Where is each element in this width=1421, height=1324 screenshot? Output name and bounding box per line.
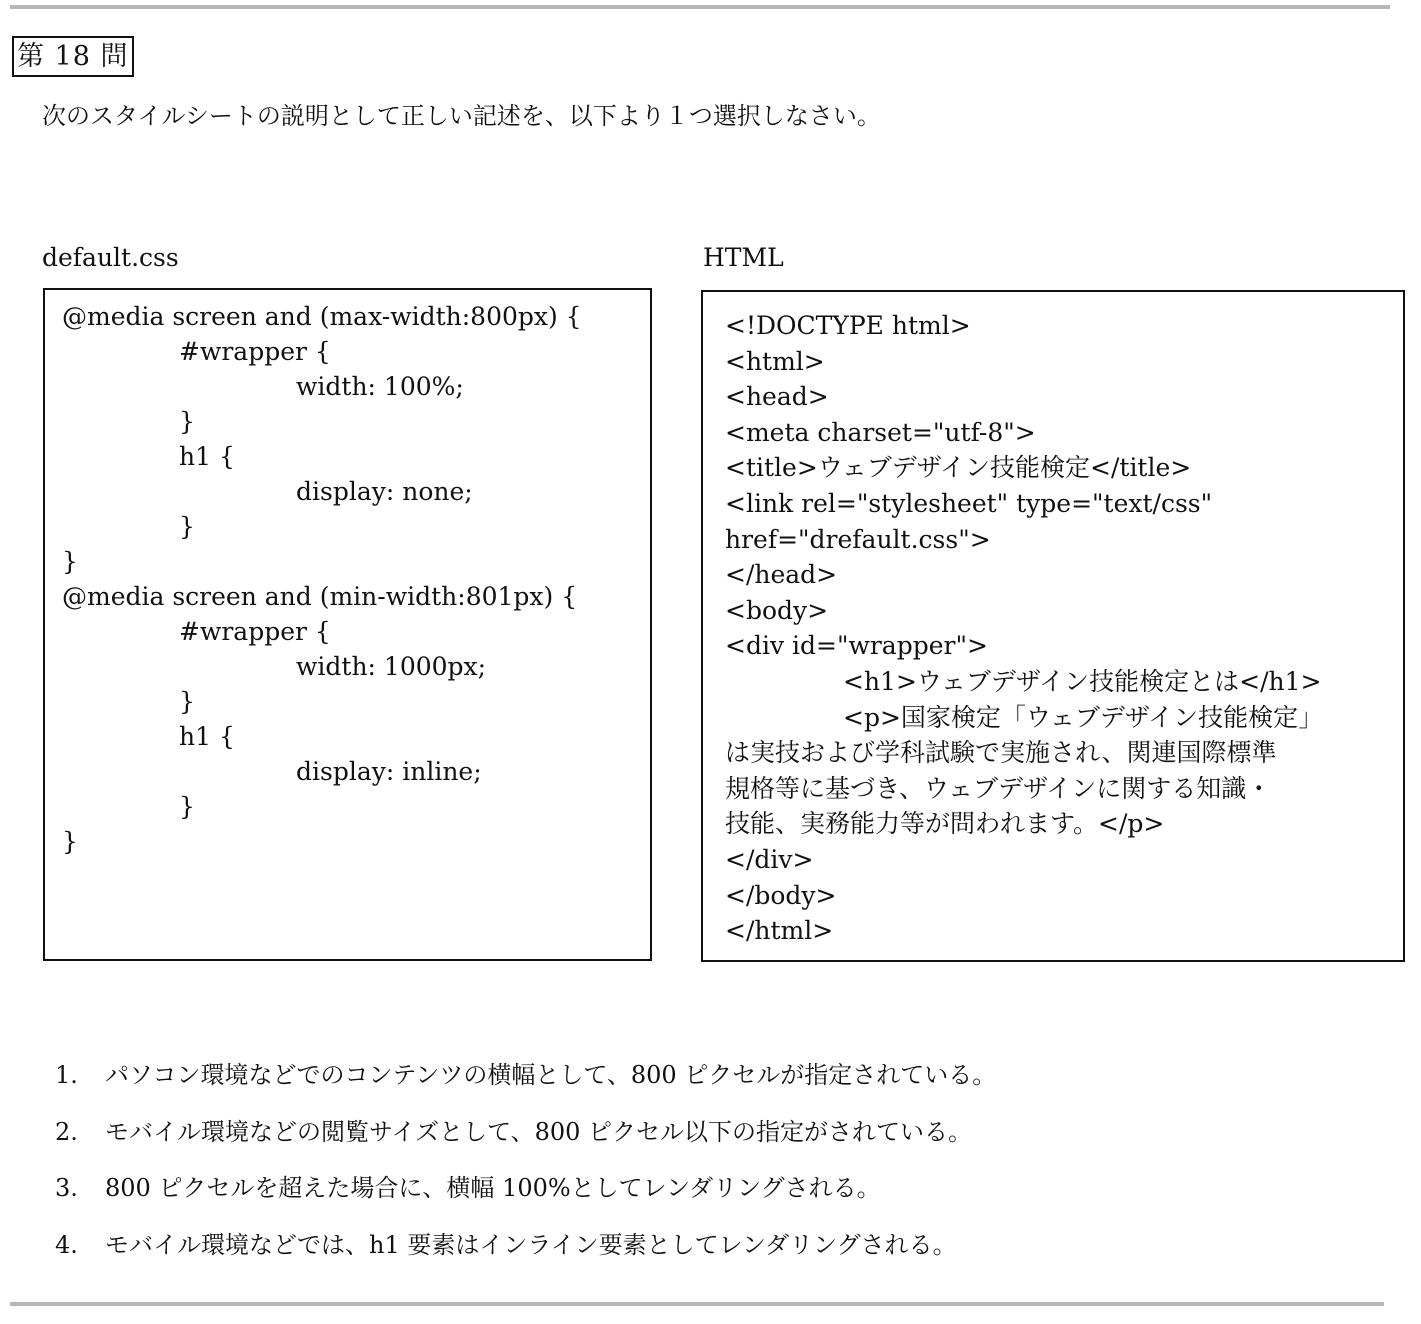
css-code-line: @media screen and (min-width:801px) { <box>62 582 578 611</box>
html-code-line: <link rel="stylesheet" type="text/css" <box>725 488 1213 518</box>
answer-choices <box>55 1054 996 1280</box>
html-code-box <box>701 290 1405 962</box>
html-code-line: </div> <box>725 844 814 874</box>
css-code-line: h1 { <box>179 722 235 751</box>
html-code-line: <head> <box>725 382 829 412</box>
css-code-line: } <box>179 512 195 541</box>
css-code-line: } <box>179 687 195 716</box>
css-code-line: } <box>62 547 78 576</box>
css-code-line: width: 100%; <box>296 372 464 401</box>
choice-text: 800 ピクセルを超えた場合に、横幅 100%としてレンダリングされる。 <box>105 1174 881 1202</box>
html-code-line: <body> <box>725 595 829 625</box>
css-code-line: } <box>62 827 78 856</box>
html-code-line: <!DOCTYPE html> <box>725 311 971 340</box>
choice-text: モバイル環境などでは、h1 要素はインライン要素としてレンダリングされる。 <box>105 1230 957 1259</box>
html-code-line: href="drefault.css"> <box>725 524 991 554</box>
css-code-line: display: none; <box>296 477 473 506</box>
css-file-label: default.css <box>42 243 179 272</box>
choice-2[interactable] <box>55 1111 996 1168</box>
css-code-line: } <box>179 407 195 436</box>
html-code-line: </head> <box>725 560 838 590</box>
html-code-line: </body> <box>725 880 837 910</box>
choice-text: モバイル環境などの閲覧サイズとして、800 ピクセル以下の指定がされている。 <box>105 1117 973 1146</box>
choice-3[interactable] <box>55 1167 996 1224</box>
html-code-line: </html> <box>725 916 834 946</box>
css-code-line: h1 { <box>179 442 235 471</box>
top-divider <box>10 5 1390 9</box>
bottom-divider <box>10 1302 1384 1306</box>
choice-4[interactable] <box>55 1224 996 1281</box>
choice-text: パソコン環境などでのコンテンツの横幅として、800 ピクセルが指定されている。 <box>105 1061 997 1089</box>
html-code-line: 技能、実務能力等が問われます。</p> <box>725 809 1165 839</box>
css-code-line: width: 1000px; <box>296 652 487 681</box>
css-code-box <box>43 288 652 961</box>
html-code-line: <h1>ウェブデザイン技能検定とは</h1> <box>843 666 1322 696</box>
html-panel-label: HTML <box>703 243 784 272</box>
choice-number: 3. <box>55 1174 78 1202</box>
choice-1[interactable] <box>55 1054 996 1111</box>
css-code-line: @media screen and (max-width:800px) { <box>62 302 582 331</box>
html-code-line: <p>国家検定「ウェブデザイン技能検定」 <box>843 702 1324 732</box>
choice-number: 4. <box>55 1230 78 1259</box>
css-code-line: } <box>179 792 195 821</box>
choice-number: 2. <box>55 1117 78 1146</box>
html-code-line: 規格等に基づき、ウェブデザインに関する知識・ <box>725 773 1272 803</box>
question-text: 次のスタイルシートの説明として正しい記述を、以下より１つ選択しなさい。 <box>42 102 881 130</box>
choice-number: 1. <box>55 1061 78 1089</box>
html-code-line: <html> <box>725 346 825 376</box>
css-code-line: #wrapper { <box>179 617 331 646</box>
question-number: 第 18 問 <box>12 36 134 77</box>
css-code-line: #wrapper { <box>179 337 331 366</box>
html-code-line: は実技および学科試験で実施され、関連国際標準 <box>725 738 1277 768</box>
html-code-line: <title>ウェブデザイン技能検定</title> <box>725 453 1192 483</box>
html-code-line: <meta charset="utf-8"> <box>725 417 1036 447</box>
html-code-line: <div id="wrapper"> <box>725 631 988 661</box>
css-code-line: display: inline; <box>296 757 482 786</box>
